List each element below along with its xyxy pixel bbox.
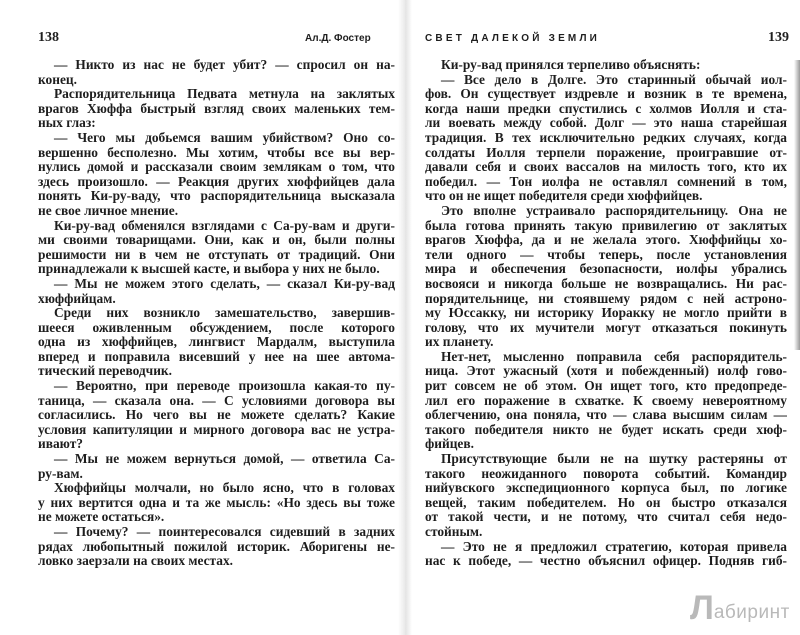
text-line: Это вполне устраивало распорядительницу. Она не <box>441 203 787 218</box>
text-line: Ки-ру-вад принялся терпеливо объяснять: <box>441 58 701 72</box>
text-line: такого победителя никто не будет искать среди хюф- <box>425 422 787 437</box>
text-line: облегчению, она поняла, что — слава высшим силам — <box>425 408 787 423</box>
text-line: — Чего мы добьемся вашим убийством? Оно со- <box>54 130 395 145</box>
text-line: у них вертится одна и та же мысль: «Но здесь вы тоже <box>38 495 395 510</box>
text-line: вещей, таким победителем. Но он быстро отказался <box>425 495 787 510</box>
text-line: порядительнице, ни стоявшему рядом с ней астроно- <box>425 291 787 306</box>
text-line: — Вероятно, при переводе произошла какая-то пу- <box>54 379 395 394</box>
text-line: ивают? <box>38 437 83 452</box>
text-line: рит совсем не об этом. Он ищет того, кто предопреде- <box>425 379 787 394</box>
text-line: хюффийцам. <box>38 291 116 306</box>
left-running-head-author: Ал.Д. Фостер <box>305 33 371 44</box>
text-line: врагов Хюффа, да и не желала этого. Хюффийцы хо- <box>425 233 787 248</box>
text-line: победил. — Тон иолфа не оставлял сомнений в том, <box>425 174 787 189</box>
text-line: Присутствующие были не на шутку растеряны от <box>441 452 787 467</box>
text-line: восвояси и никогда больше не возвращались. Ни рас- <box>425 276 787 291</box>
text-line: стойным. <box>425 525 483 539</box>
text-line: солдаты Иолля терпели поражение, проигравшие от- <box>425 145 787 160</box>
text-line: не свое личное мнение. <box>38 203 179 218</box>
text-line: лил его поражение в схватке. К своему невероятному <box>425 393 787 408</box>
text-line: ловко заерзали на своих местах. <box>38 554 234 569</box>
text-line: шееся оживленным обсуждением, после которого <box>38 320 395 335</box>
text-line: согласились. Но чего вы не можете сделать? Какие <box>38 408 395 423</box>
text-line: решимости ни в чем не отступать от традиций. Они <box>38 247 395 262</box>
left-page-text <box>38 58 395 569</box>
watermark-text: абиринт <box>713 602 790 623</box>
text-line: фийцев. <box>425 437 474 452</box>
text-line: их планету. <box>425 335 494 350</box>
text-line: конец. <box>38 72 77 87</box>
text-line: — Почему? — поинтересовался сидевший в задних <box>54 525 395 539</box>
text-line: что он не ищет победителя среди хюффийцев. <box>425 189 703 204</box>
text-line: мира и обеспечения безопасности, иолфы убрались <box>425 262 787 277</box>
text-line: такого неожиданного поворота событий. Командир <box>425 466 787 481</box>
left-page-number: 138 <box>38 30 59 45</box>
text-line: ных глаз: <box>38 116 96 131</box>
text-line: когда наши предки спустились с холмов Иолля и ста- <box>425 101 787 116</box>
text-line: давали себя и своих вассалов на милость того, кто их <box>425 160 787 175</box>
text-line: врагов Хюффа быстрый взгляд своих маленьких тем- <box>38 101 395 116</box>
text-line: — Это не я предложил стратегию, которая привела <box>441 539 787 554</box>
text-line: не можете остаться». <box>38 510 165 525</box>
text-line: вершенно бесполезно. Мы хотим, чтобы все вы вер- <box>38 145 395 160</box>
book-gutter <box>398 0 412 635</box>
text-line: традиция. В тех исключительно редких случаях, когда <box>425 130 787 145</box>
text-line: ли воевать между собой. Долг — это наша старейшая <box>425 116 787 131</box>
text-line: Ки-ру-вад обменялся взглядами с Са-ру-вам и други- <box>54 218 395 233</box>
text-line: рядах любопытный пожилой историк. Аборигены не- <box>38 539 395 554</box>
text-line: таница, — сказала она. — С условиями договора вы <box>38 393 395 408</box>
right-page-text <box>425 58 787 569</box>
page-edge-shadow <box>794 60 800 350</box>
text-line: тели одного — чтобы теперь, после установления <box>425 247 787 262</box>
text-line: вперед и поправила висевший у нее на шее автома- <box>38 349 395 364</box>
text-line: — Мы не можем этого сделать, — сказал Ки-ру-вад <box>54 276 395 291</box>
text-line: понять Ки-ру-ваду, что распорядительница высказала <box>38 189 395 204</box>
text-line: Нет-нет, мысленно поправила себя распорядитель- <box>441 349 787 364</box>
text-line: нийувского экспедиционного корпуса был, по логике <box>425 481 787 496</box>
text-line: от такой чести, и не потому, что считал себя недо- <box>425 510 787 525</box>
text-line: — Все дело в Долге. Это старинный обычай иол- <box>441 72 787 87</box>
text-line: была готова принять такую привилегию от заклятых <box>425 218 787 233</box>
text-line: здесь произошло. — Реакция других хюффийцев дала <box>38 174 395 189</box>
text-line: фов. Он существует издревле и возник в те времена, <box>425 87 787 102</box>
text-line: Среди них возникло замешательство, завершив- <box>54 306 395 321</box>
right-page-number: 139 <box>768 30 789 45</box>
text-line: ница. Этот ужасный (хотя и побежденный) иолф гово- <box>425 364 787 379</box>
text-line: му Юссакку, ни историку Иоракку не могло прийти в <box>425 306 787 321</box>
text-line: ми своими товарищами. Они, как и он, были полны <box>38 233 395 248</box>
text-line: — Мы не можем вернуться домой, — ответила Са- <box>54 452 395 467</box>
text-line: одна из хюффийцев, лингвист Мардалм, выступила <box>38 335 395 350</box>
text-line: принадлежали к высшей касте, и выбора у них не было. <box>38 262 380 277</box>
text-line: ру-вам. <box>38 466 83 481</box>
text-line: Хюффийцы молчали, но было ясно, что в головах <box>54 481 395 496</box>
labirint-watermark-logo <box>690 589 790 627</box>
text-line: — Никто из нас не будет убит? — спросил он на- <box>54 58 395 72</box>
right-running-head-title: СВЕТ ДАЛЕКОЙ ЗЕМЛИ <box>425 33 601 44</box>
text-line: нас к победе, — честно объяснил офицер. Подняв гиб- <box>425 554 787 569</box>
text-line: нулись домой и рассказали своим землякам о том, что <box>38 160 395 175</box>
text-line: тический переводчик. <box>38 364 172 379</box>
text-line: голову, что их мучители могут отказаться покинуть <box>425 320 787 335</box>
text-line: Распорядительница Педвата метнула на заклятых <box>54 87 395 102</box>
text-line: условия капитуляции и мирного договора вас не устра- <box>38 422 395 437</box>
watermark-initial: Л <box>690 589 714 627</box>
